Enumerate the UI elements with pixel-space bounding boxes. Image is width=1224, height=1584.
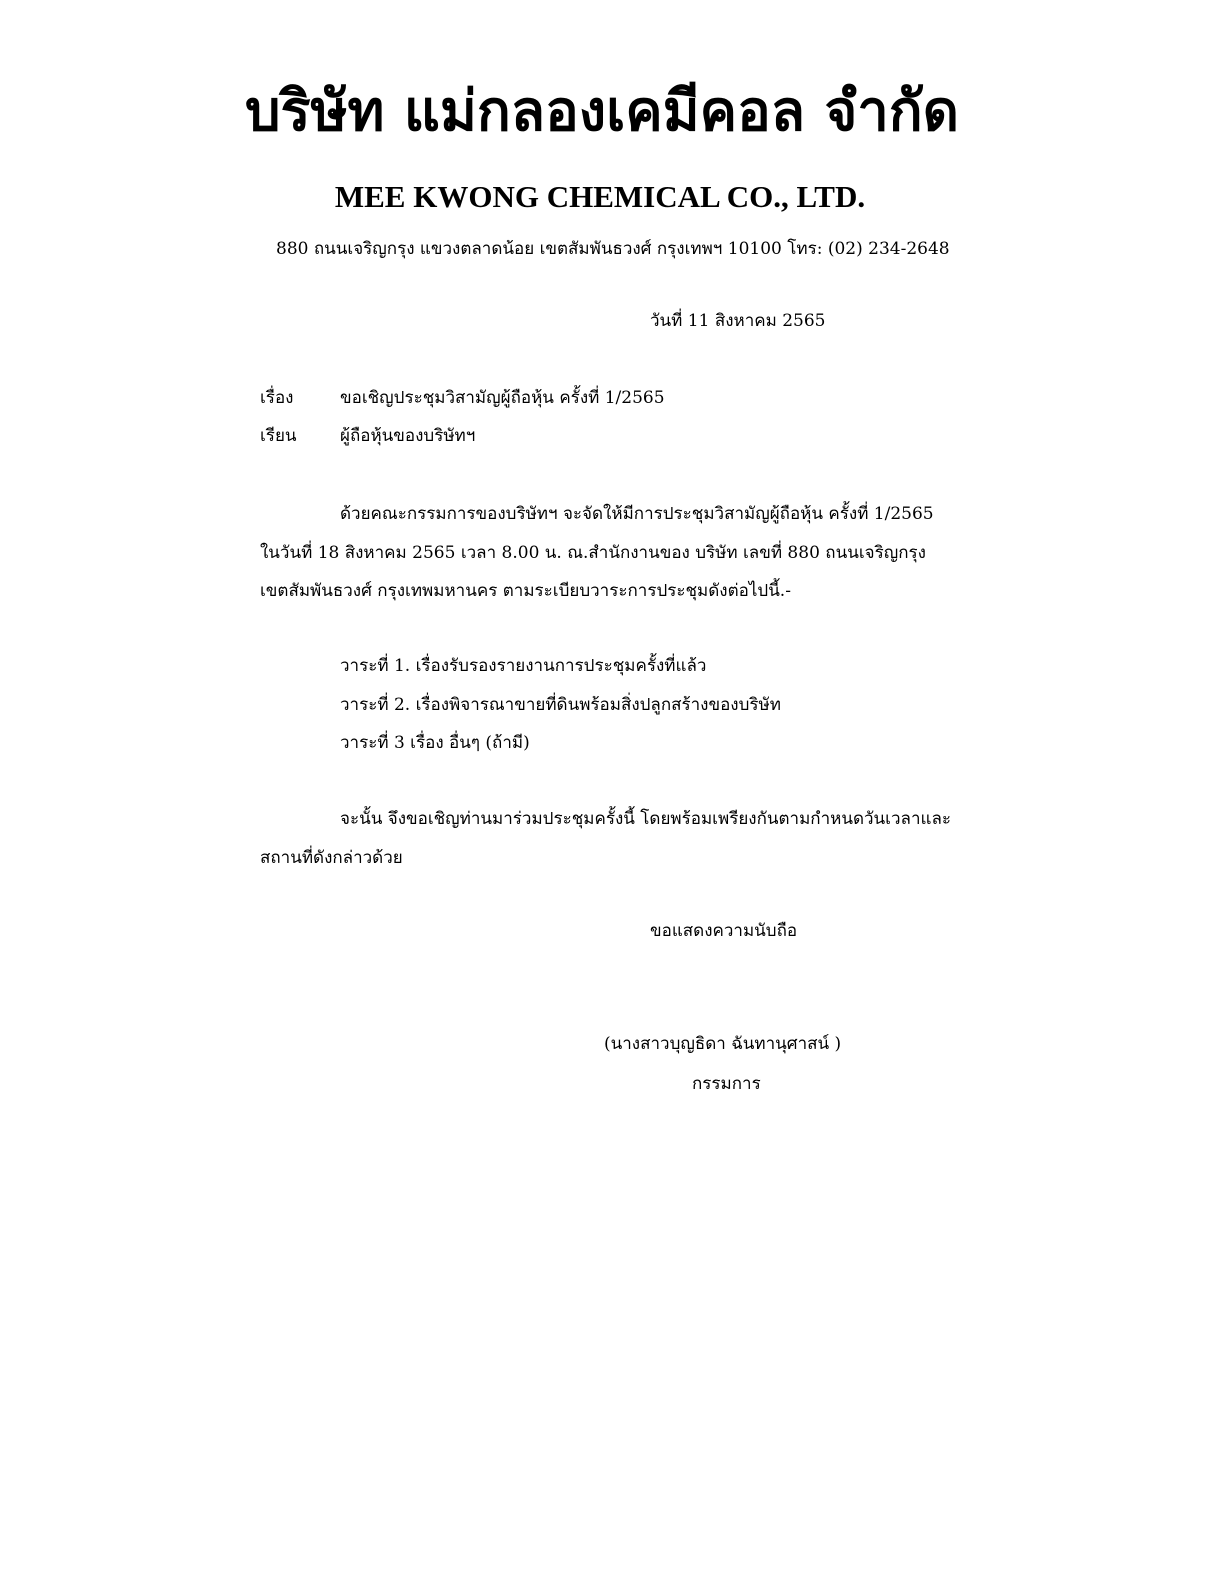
company-name-thai: บริษัท แม่กลองเคมีคอล จำกัด <box>244 78 960 144</box>
paragraph-1-line-2: ในวันที่ 18 สิงหาคม 2565 เวลา 8.00 น. ณ.สำนักงานของ บริษัท เลขที่ 880 ถนนเจริญกรุง <box>260 543 926 563</box>
paragraph-1-line-3: เขตสัมพันธวงศ์ กรุงเทพมหานคร ตามระเบียบวาระการประชุมดังต่อไปนี้.- <box>260 581 791 601</box>
company-address: 880 ถนนเจริญกรุง แขวงตลาดน้อย เขตสัมพันธวงศ์ กรุงเทพฯ 10100 โทร: (02) 234-2648 <box>276 239 950 259</box>
closing-salutation: ขอแสดงความนับถือ <box>650 921 798 941</box>
paragraph-1-line-1: ด้วยคณะกรรมการของบริษัทฯ จะจัดให้มีการประชุมวิสามัญผู้ถือหุ้น ครั้งที่ 1/2565 <box>340 504 934 524</box>
agenda-item-2: วาระที่ 2. เรื่องพิจารณาขายที่ดินพร้อมสิ่งปลูกสร้างของบริษัท <box>340 695 781 715</box>
subject-label: เรื่อง <box>260 388 294 408</box>
paragraph-2-line-1: จะนั้น จึงขอเชิญท่านมาร่วมประชุมครั้งนี้ โดยพร้อมเพรียงกันตามกำหนดวันเวลาและ <box>340 809 951 829</box>
company-name-english: MEE KWONG CHEMICAL CO., LTD. <box>334 179 866 214</box>
recipient-label: เรียน <box>260 426 297 446</box>
signer-name: (นางสาวบุญธิดา ฉันทานุศาสน์ ) <box>604 1034 842 1054</box>
agenda-item-3: วาระที่ 3 เรื่อง อื่นๆ (ถ้ามี) <box>340 733 530 753</box>
signer-position: กรรมการ <box>692 1074 761 1094</box>
letter-date: วันที่ 11 สิงหาคม 2565 <box>650 311 826 331</box>
subject-text: ขอเชิญประชุมวิสามัญผู้ถือหุ้น ครั้งที่ 1/2565 <box>340 388 665 408</box>
agenda-item-1: วาระที่ 1. เรื่องรับรองรายงานการประชุมครั้งที่แล้ว <box>340 656 707 676</box>
recipient-text: ผู้ถือหุ้นของบริษัทฯ <box>340 426 476 446</box>
paragraph-2-line-2: สถานที่ดังกล่าวด้วย <box>260 848 403 868</box>
